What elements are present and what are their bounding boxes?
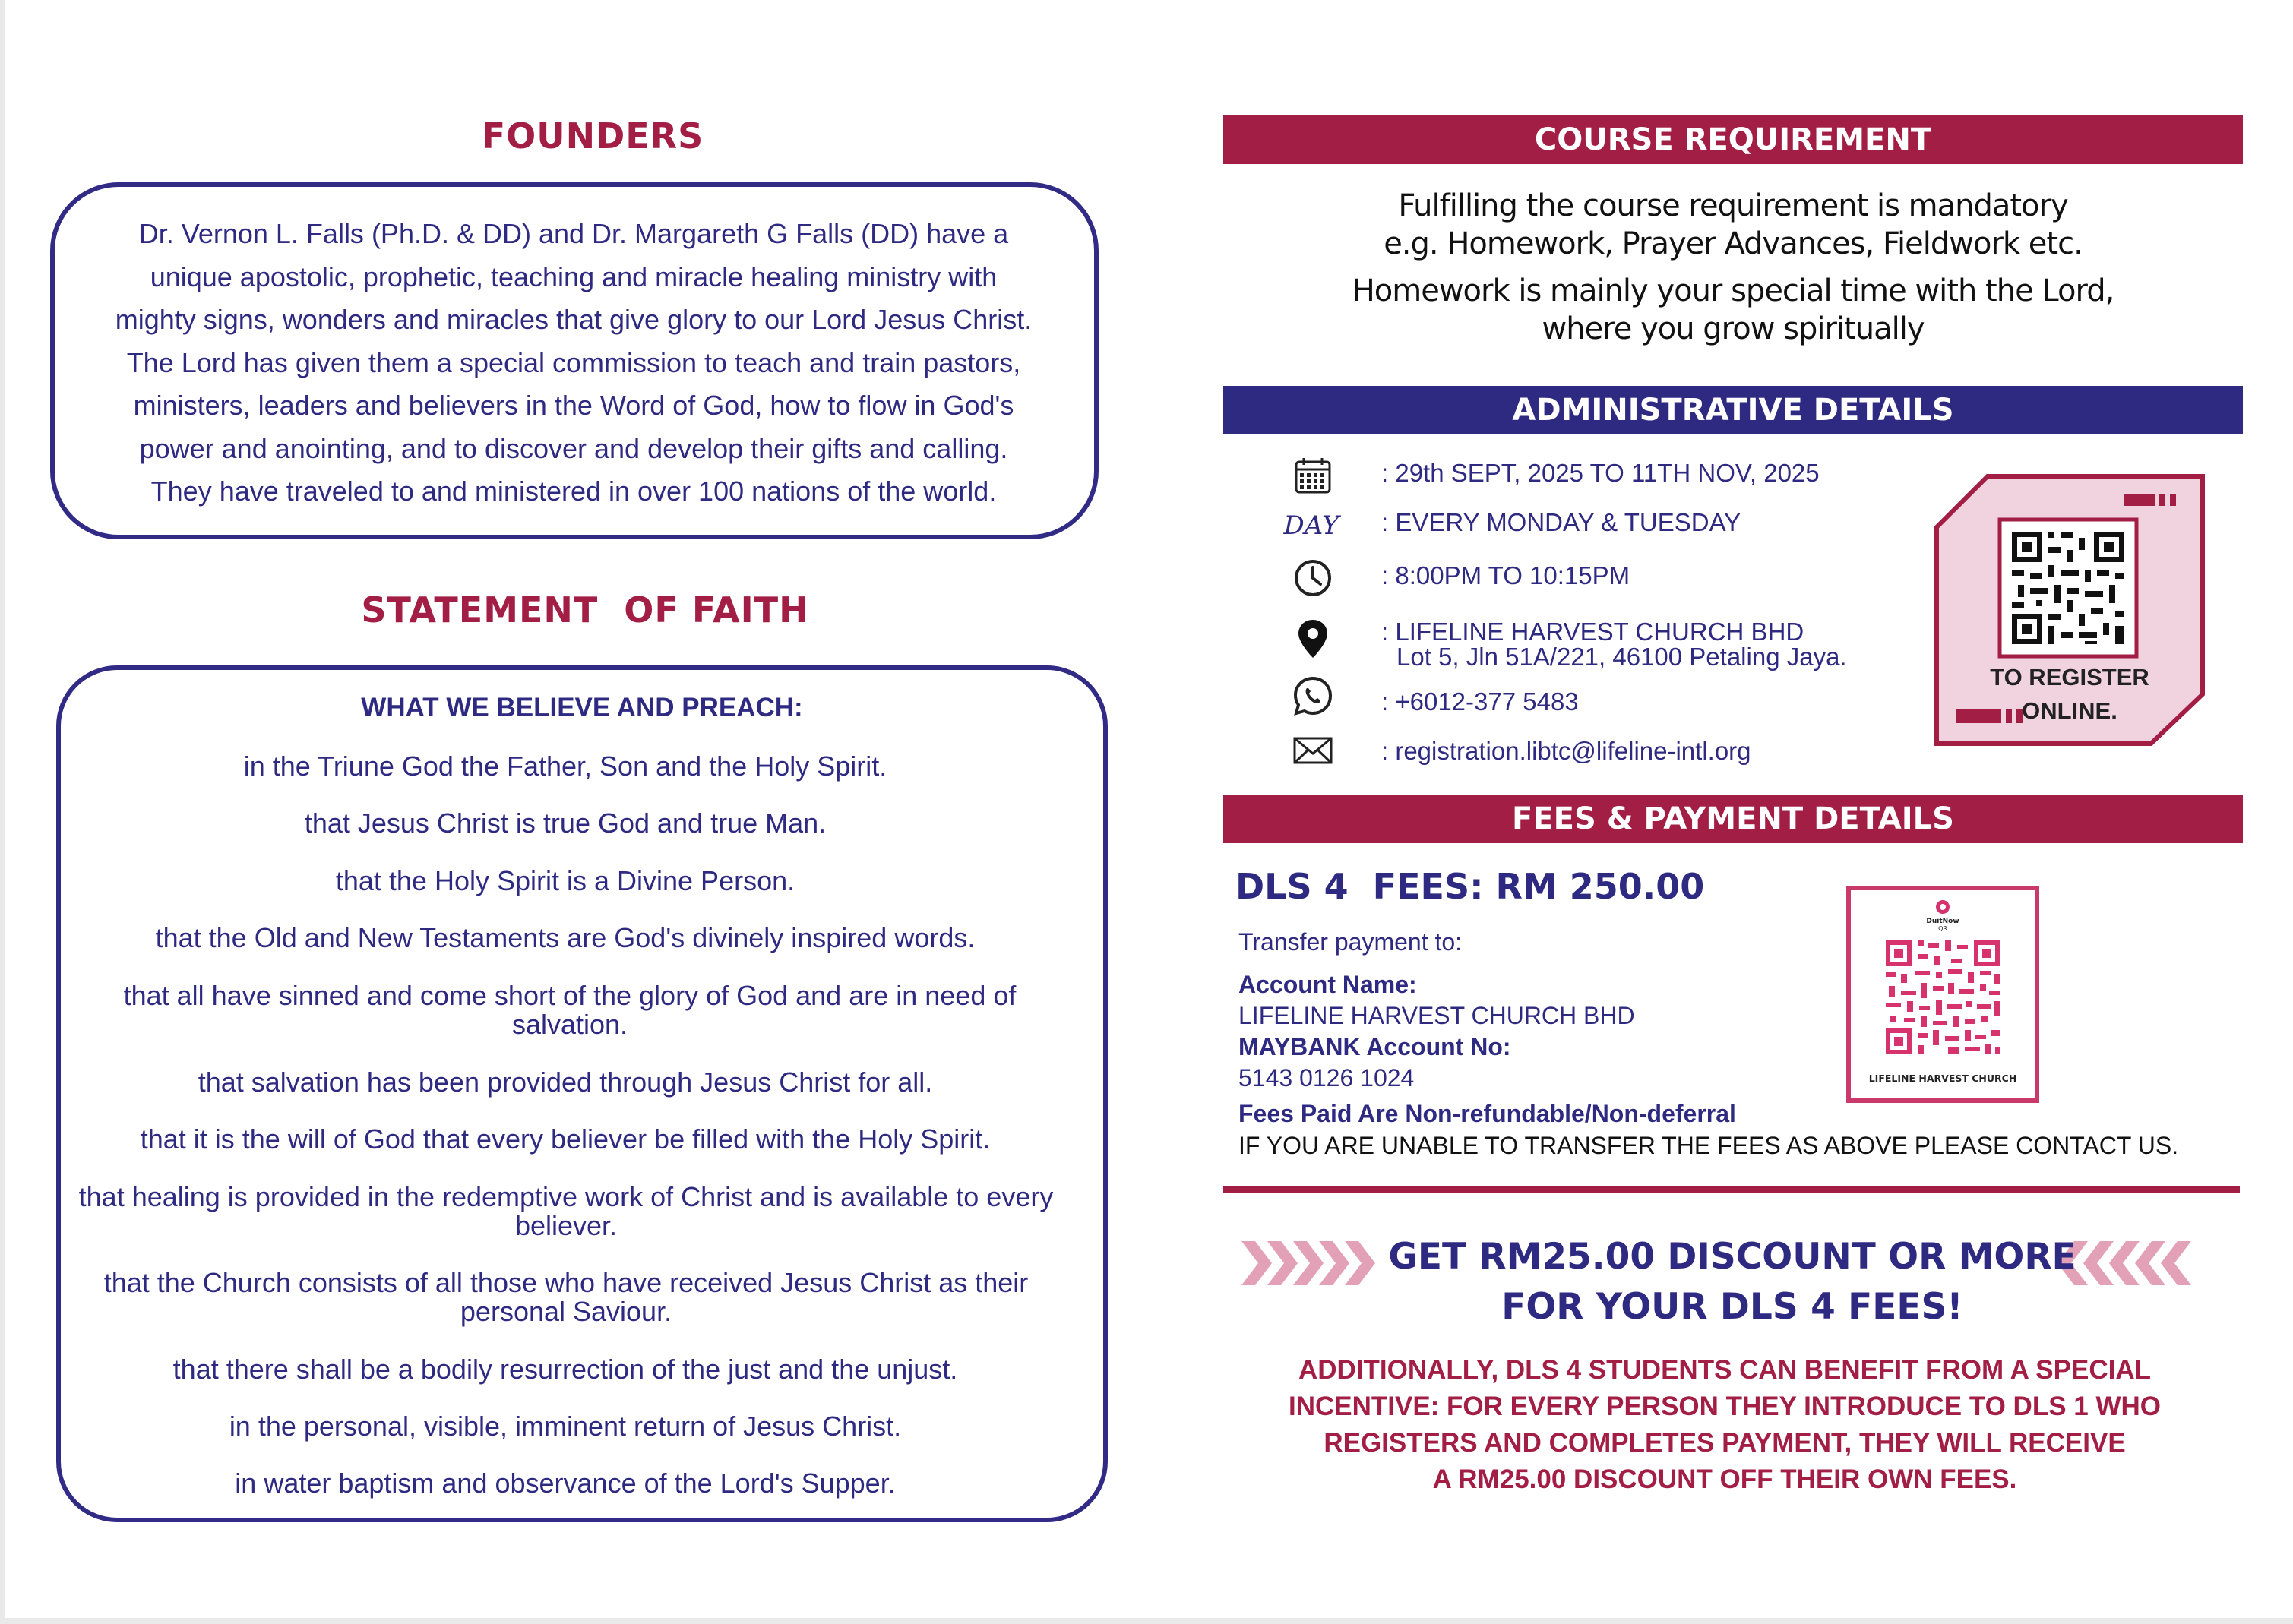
transfer-label: Transfer payment to:: [1238, 928, 1463, 956]
clock-icon: [1292, 557, 1334, 599]
account-name: LIFELINE HARVEST CHURCH BHD: [1238, 1002, 1635, 1029]
founders-line: power and anointing, and to discover and develop their gifts and calling.: [139, 432, 1008, 464]
founders-description: [76, 213, 1071, 513]
belief-item: that there shall be a bodily resurrection of the just and the unjust.: [172, 1354, 958, 1385]
calendar-icon: [1292, 454, 1334, 497]
belief-item: that salvation has been provided through Jesus Christ for all.: [198, 1066, 933, 1098]
discount-description: [1246, 1352, 2203, 1498]
founders-line: They have traveled to and ministered in over 100 nations of the world.: [150, 476, 997, 507]
course-days: : EVERY MONDAY & TUESDAY: [1381, 508, 1741, 536]
belief-item: that the Church consists of all those who have received Jesus Christ as their personal Saviour.: [103, 1267, 1029, 1327]
account-number: 5143 0126 1024: [1238, 1064, 1415, 1092]
register-online-label: ONLINE.: [2022, 697, 2117, 724]
beliefs-heading: WHAT WE BELIEVE AND PREACH:: [361, 693, 803, 722]
mail-icon: [1292, 729, 1334, 772]
belief-item: that healing is provided in the redemptive work of Christ and is available to every believer.: [78, 1181, 1054, 1241]
founders-title: FOUNDERS: [481, 115, 704, 156]
belief-item: in the personal, visible, imminent return of Jesus Christ.: [229, 1411, 902, 1442]
course-requirement-line: e.g. Homework, Prayer Advances, Fieldwork etc.: [1384, 226, 2083, 261]
duitnow-qr-code: [1851, 890, 2035, 1098]
course-dates: : 29th SEPT, 2025 TO 11TH NOV, 2025: [1381, 459, 1820, 487]
belief-item: that Jesus Christ is true God and true Man.: [304, 807, 827, 839]
register-online-label: TO REGISTER: [1990, 664, 2149, 690]
account-number-label: MAYBANK Account No:: [1238, 1033, 1511, 1060]
belief-item: that all have sinned and come short of the glory of God and are in need of salvation.: [123, 980, 1017, 1040]
account-name-label: Account Name:: [1238, 971, 1417, 998]
course-requirement-header: COURSE REQUIREMENT: [1223, 115, 2243, 164]
belief-item: that the Holy Spirit is a Divine Person.: [335, 865, 795, 896]
whatsapp-icon: [1292, 675, 1334, 717]
discount-title: [1352, 1232, 2112, 1332]
fees-header: FEES & PAYMENT DETAILS: [1223, 795, 2243, 843]
discount-title-line: FOR YOUR DLS 4 FEES!: [1501, 1286, 1963, 1328]
founders-line: ministers, leaders and believers in the Word of God, how to flow in God's: [133, 390, 1014, 421]
venue-address: Lot 5, Jln 51A/221, 46100 Petaling Jaya.: [1396, 643, 1847, 671]
founders-line: Dr. Vernon L. Falls (Ph.D. & DD) and Dr. Margareth G Falls (DD) have a: [138, 218, 1009, 249]
course-requirement-line: Homework is mainly your special time with the Lord,: [1352, 273, 2114, 308]
discount-line: ADDITIONALLY, DLS 4 STUDENTS CAN BENEFIT FROM A SPECIAL: [1298, 1355, 2151, 1385]
discount-title-line: GET RM25.00 DISCOUNT OR MORE: [1388, 1236, 2076, 1278]
administrative-header: ADMINISTRATIVE DETAILS: [1223, 386, 2243, 434]
day-icon: DAY: [1283, 510, 1339, 541]
discount-line: INCENTIVE: FOR EVERY PERSON THEY INTRODUCE TO DLS 1 WHO: [1288, 1392, 2161, 1421]
founders-line: mighty signs, wonders and miracles that give glory to our Lord Jesus Christ.: [115, 304, 1033, 335]
statement-of-faith-title: STATEMENT OF FAITH: [361, 589, 809, 630]
refund-policy: Fees Paid Are Non-refundable/Non-deferral: [1238, 1100, 1736, 1127]
duitnow-logo-sub: QR: [1938, 925, 1947, 932]
location-pin-icon: [1292, 617, 1334, 659]
course-time: : 8:00PM TO 10:15PM: [1381, 561, 1630, 589]
fees-amount: DLS 4 FEES: RM 250.00: [1235, 866, 1705, 907]
belief-item: that the Old and New Testaments are God's divinely inspired words.: [155, 922, 976, 953]
founders-line: The Lord has given them a special commission to teach and train pastors,: [126, 346, 1021, 378]
belief-item: in water baptism and observance of the Lord's Supper.: [235, 1468, 896, 1499]
contact-email[interactable]: : registration.libtc@lifeline-intl.org: [1381, 737, 1751, 765]
course-requirement-line: Fulfilling the course requirement is mandatory: [1398, 188, 2068, 223]
duitnow-logo-text: DuitNow: [1926, 918, 1959, 925]
course-requirement-line: where you grow spiritually: [1542, 311, 1925, 346]
founders-line: unique apostolic, prophetic, teaching and miracle healing ministry with: [150, 261, 998, 292]
contact-phone[interactable]: : +6012-377 5483: [1381, 687, 1579, 716]
discount-line: A RM25.00 DISCOUNT OFF THEIR OWN FEES.: [1432, 1464, 2017, 1494]
belief-item: that it is the will of God that every believer be filled with the Holy Spirit.: [140, 1123, 991, 1155]
contact-note: IF YOU ARE UNABLE TO TRANSFER THE FEES AS ABOVE PLEASE CONTACT US.: [1238, 1132, 2179, 1159]
duitnow-qr-card[interactable]: [1846, 886, 2039, 1103]
discount-line: REGISTERS AND COMPLETES PAYMENT, THEY WILL RECEIVE: [1324, 1428, 2126, 1458]
venue-name: : LIFELINE HARVEST CHURCH BHD: [1381, 618, 1804, 646]
belief-item: in the Triune God the Father, Son and the Holy Spirit.: [243, 750, 887, 782]
section-divider: [1223, 1186, 2240, 1193]
duitnow-caption: LIFELINE HARVEST CHURCH: [1868, 1073, 2017, 1084]
